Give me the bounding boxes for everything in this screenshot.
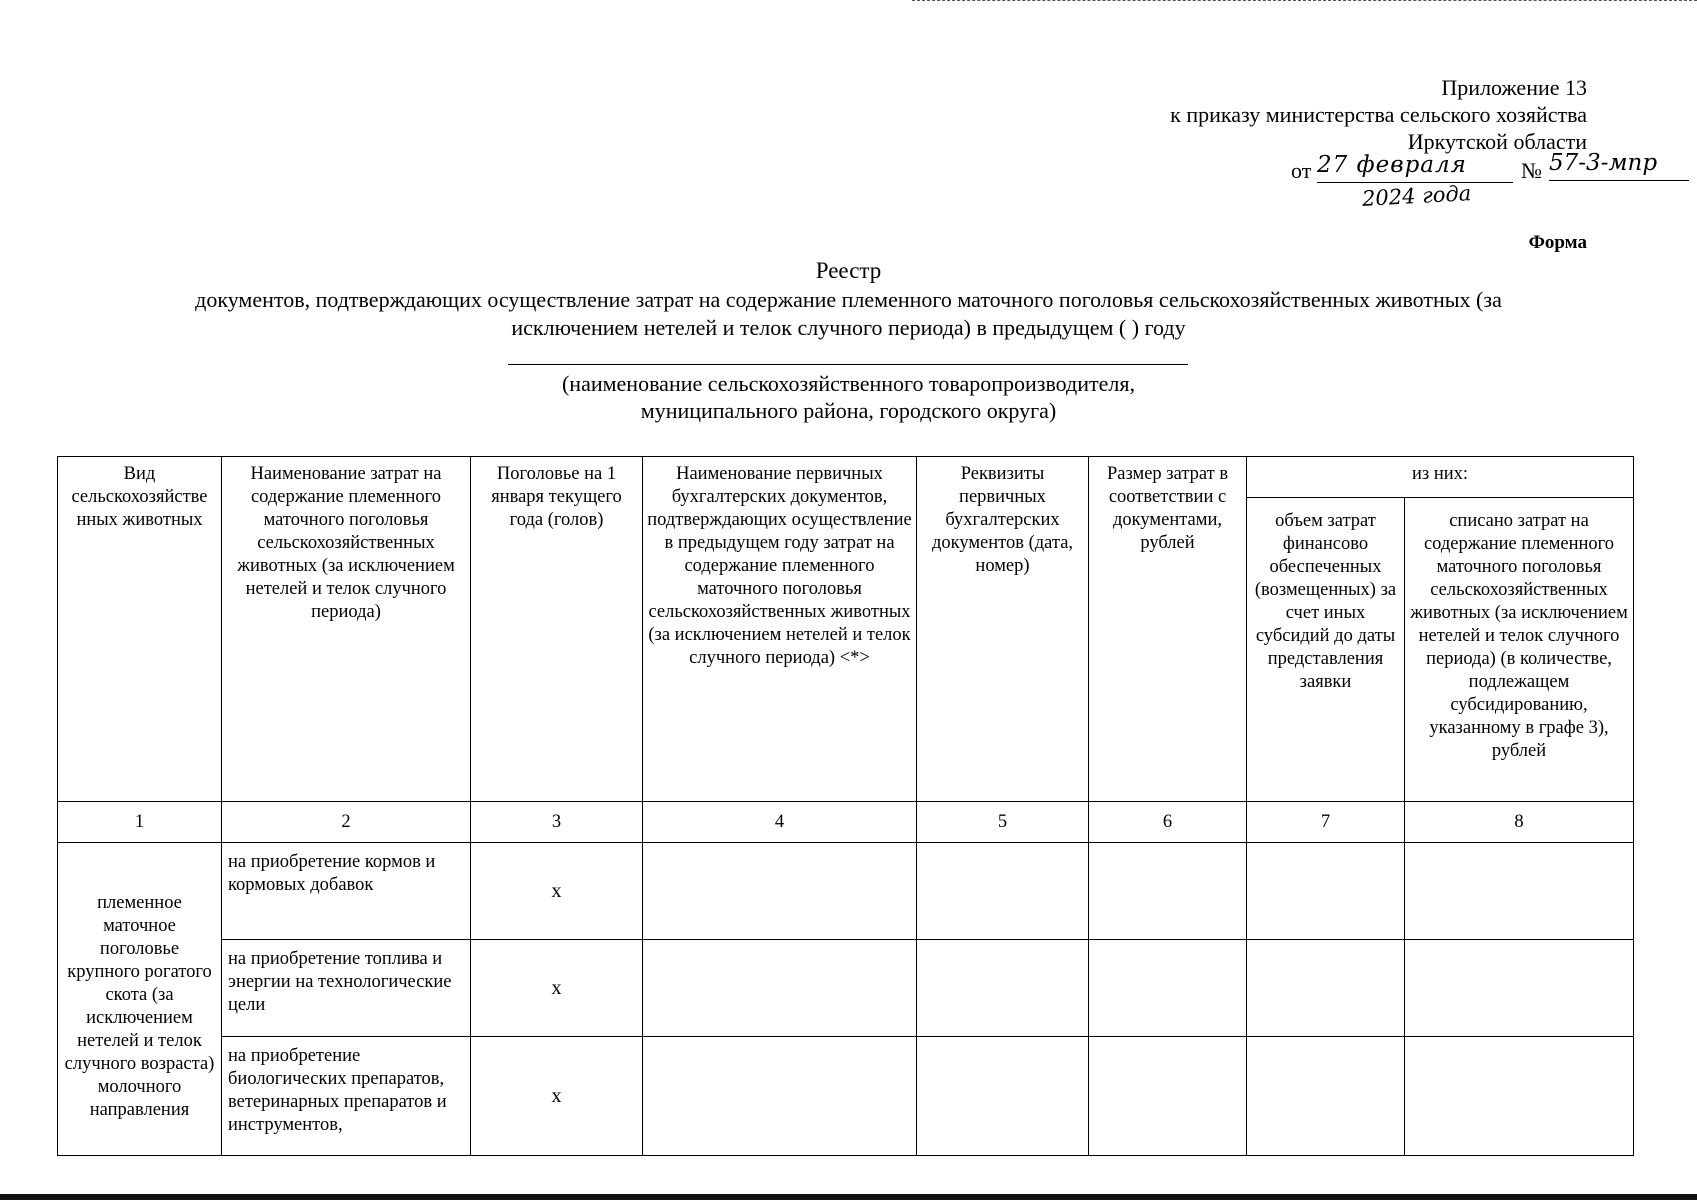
header-primary-documents: Наименование первичных бухгалтерских документов, подтверждающих осуществление в предыдущем году затрат на содержание племенного маточного поголовья сельскохозяйственных животных (за исключением нетелей и телок случного периода) <*>: [643, 457, 917, 802]
header-animal-type: Вид сельскохозяйстве нных животных: [58, 457, 222, 802]
empty-cell[interactable]: [1405, 843, 1634, 940]
top-edge-rule: [912, 0, 1697, 2]
appendix-region: Иркутской области: [1407, 129, 1587, 154]
cost-name-cell: на приобретение биологических препаратов, ветеринарных препаратов и инструментов,: [222, 1037, 471, 1156]
column-number: 5: [917, 802, 1089, 843]
column-number: 1: [58, 802, 222, 843]
table-row: [58, 940, 1634, 1037]
from-label: от: [1291, 158, 1312, 183]
head-count-cell: x: [471, 940, 643, 1037]
cost-name-cell: на приобретение кормов и кормовых добавок: [222, 843, 471, 940]
empty-cell[interactable]: [917, 1037, 1089, 1156]
empty-cell[interactable]: [1089, 1037, 1247, 1156]
empty-cell[interactable]: [1247, 940, 1405, 1037]
header-written-off: списано затрат на содержание племенного маточного поголовья сельскохозяйственных животных (за исключением нетелей и телок случного периода) (в количестве, подлежащем субсидированию, указанному в графе 3), рублей: [1405, 498, 1634, 802]
empty-cell[interactable]: [643, 1037, 917, 1156]
handwritten-year: 2024 года: [1361, 181, 1472, 211]
header-head-count: Поголовье на 1 января текущего года (голов): [471, 457, 643, 802]
appendix-number: Приложение 13: [1441, 75, 1587, 100]
header-other-subsidies: объем затрат финансово обеспеченных (возмещенных) за счет иных субсидий до даты представления заявки: [1247, 498, 1405, 802]
handwritten-order-number: 57-3-мпр: [1549, 150, 1689, 181]
empty-cell[interactable]: [917, 940, 1089, 1037]
producer-name-blank-line: [508, 364, 1188, 365]
appendix-header: [967, 74, 1587, 155]
registry-table: [57, 456, 1634, 1156]
column-number: 4: [643, 802, 917, 843]
document-subtitle: [110, 286, 1587, 342]
caption-line-2: муниципального района, городского округа): [640, 398, 1057, 423]
head-count-cell: x: [471, 843, 643, 940]
header-document-details: Реквизиты первичных бухгалтерских документов (дата, номер): [917, 457, 1089, 802]
subtitle-line-1: документов, подтверждающих осуществление затрат на содержание племенного маточного поголовья сельскохозяйственных животных (за: [195, 287, 1502, 312]
header-group-of-which: из них:: [1247, 457, 1634, 498]
empty-cell[interactable]: [1405, 1037, 1634, 1156]
number-label: №: [1521, 158, 1542, 183]
header-cost-name: Наименование затрат на содержание племенного маточного поголовья сельскохозяйственных животных (за исключением нетелей и телок случного периода): [222, 457, 471, 802]
column-number: 6: [1089, 802, 1247, 843]
appendix-order-ref: к приказу министерства сельского хозяйства: [1170, 102, 1587, 127]
empty-cell[interactable]: [1247, 843, 1405, 940]
handwritten-date: 27 февраля: [1317, 152, 1513, 183]
column-number: 7: [1247, 802, 1405, 843]
empty-cell[interactable]: [917, 843, 1089, 940]
order-date-number: [967, 150, 1658, 214]
animal-type-cell: племенное маточное поголовье крупного рогатого скота (за исключением нетелей и телок случного возраста) молочного направления: [58, 843, 222, 1156]
subtitle-line-2: исключением нетелей и телок случного периода) в предыдущем ( ) году: [511, 315, 1186, 340]
empty-cell[interactable]: [1089, 940, 1247, 1037]
head-count-cell: x: [471, 1037, 643, 1156]
column-number-row: [58, 802, 1634, 843]
empty-cell[interactable]: [643, 843, 917, 940]
header-row-1: [58, 457, 1634, 498]
form-label: Форма: [1528, 232, 1587, 253]
producer-name-caption: [0, 370, 1697, 424]
header-cost-amount: Размер затрат в соответствии с документами, рублей: [1089, 457, 1247, 802]
column-number: 3: [471, 802, 643, 843]
empty-cell[interactable]: [1247, 1037, 1405, 1156]
column-number: 2: [222, 802, 471, 843]
document-title: Реестр: [815, 258, 882, 283]
table-row: [58, 1037, 1634, 1156]
empty-cell[interactable]: [643, 940, 917, 1037]
caption-line-1: (наименование сельскохозяйственного товаропроизводителя,: [561, 371, 1135, 396]
cost-name-cell: на приобретение топлива и энергии на технологические цели: [222, 940, 471, 1037]
table-row: [58, 843, 1634, 940]
column-number: 8: [1405, 802, 1634, 843]
scan-bottom-edge: [0, 1194, 1697, 1200]
empty-cell[interactable]: [1405, 940, 1634, 1037]
empty-cell[interactable]: [1089, 843, 1247, 940]
